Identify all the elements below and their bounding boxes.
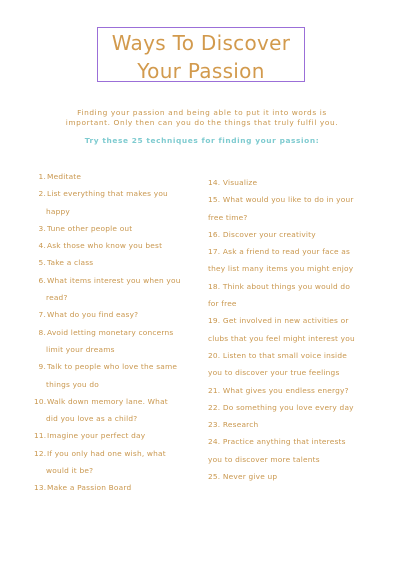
list-item: they list many items you might enjoy — [208, 264, 354, 274]
list-item: free time? — [208, 212, 248, 222]
list-item-number: 1. — [38, 172, 46, 181]
list-item: 21. What gives you endless energy? — [208, 385, 349, 395]
list-item — [34, 427, 198, 444]
list-item — [34, 445, 198, 462]
list-item-number: 2. — [38, 189, 46, 199]
list-item-text: Avoid letting monetary concerns — [47, 327, 174, 337]
list-item-text: If you only had one wish, what — [47, 448, 166, 458]
list-item-number: 7. — [38, 310, 46, 320]
list-item: 17. Ask a friend to read your face as — [208, 247, 351, 257]
list-item — [34, 462, 198, 479]
list-item — [34, 254, 198, 271]
list-item-text: Ask those who know you best — [47, 241, 163, 251]
list-item-text: would it be? — [46, 466, 94, 476]
list-item: you to discover more talents — [208, 454, 320, 464]
list-item-text: Walk down memory lane. What — [47, 396, 168, 406]
list-item — [34, 289, 198, 306]
list-item: 25. Never give up — [208, 472, 278, 482]
list-item — [34, 358, 198, 375]
list-item — [34, 376, 198, 393]
list-item-text: Tune other people out — [47, 223, 133, 233]
list-item — [34, 272, 198, 289]
list-item-number: 8. — [38, 327, 46, 337]
list-item-number: 9. — [38, 362, 46, 372]
list-item — [34, 185, 198, 202]
list-item-text: What do you find easy? — [47, 310, 139, 320]
list-item: 24. Practice anything that interests — [208, 437, 346, 447]
intro-text — [40, 108, 364, 128]
list-item-number: 5. — [38, 258, 46, 268]
list-item-number: 12. — [34, 448, 47, 458]
list-item: 23. Research — [208, 420, 259, 430]
list-item: 20. Listen to that small voice inside — [208, 350, 347, 360]
list-item — [34, 479, 198, 496]
list-item-number: 4. — [38, 241, 46, 251]
list-item-number: 6. — [38, 275, 46, 285]
list-item-text: Take a class — [47, 258, 94, 268]
list-item: 18. Think about things you would do — [208, 281, 351, 291]
list-item — [34, 306, 198, 323]
list-item-text: Imagine your perfect day — [47, 431, 146, 441]
list-item-number: 3. — [38, 223, 46, 233]
list-item-number: 10. — [34, 396, 47, 406]
list-item-text: Meditate — [47, 172, 82, 181]
list-item: 15. What would you like to do in your — [208, 195, 354, 205]
intro-line-2: important. Only then can you do the things that truly fulfil you. — [65, 118, 339, 127]
page-title-line-2: Your Passion — [137, 59, 265, 83]
page-title-line-1: Ways To Discover — [111, 31, 291, 55]
list-item — [34, 220, 198, 237]
intro-line-1: Finding your passion and being able to put it into words is — [77, 108, 327, 117]
tagline: Try these 25 techniques for finding your passion: — [84, 136, 320, 145]
list-item: clubs that you feel might interest you — [208, 333, 355, 343]
list-item: you to discover your true feelings — [208, 368, 340, 378]
list-item-number: 11. — [34, 431, 47, 441]
list-item-text: happy — [46, 206, 70, 216]
list-item: 16. Discover your creativity — [208, 229, 316, 239]
list-item — [34, 410, 198, 427]
list-item: 19. Get involved in new activities or — [208, 316, 349, 326]
list-item: for free — [208, 299, 237, 309]
techniques-list-left — [34, 168, 198, 497]
list-item — [34, 341, 198, 358]
title-box — [97, 27, 305, 82]
list-item-text: limit your dreams — [46, 344, 115, 354]
list-item — [34, 168, 198, 185]
list-item: 22. Do something you love every day — [208, 402, 354, 412]
list-item — [34, 203, 198, 220]
list-item-text: read? — [46, 293, 68, 303]
list-item-text: things you do — [46, 379, 99, 389]
list-item-text: Make a Passion Board — [47, 483, 132, 493]
list-item-text: Talk to people who love the same — [47, 362, 178, 372]
list-item — [34, 237, 198, 254]
list-item-text: List everything that makes you — [47, 189, 168, 199]
list-item-text: did you love as a child? — [46, 414, 138, 424]
techniques-list-right — [208, 174, 380, 485]
list-item — [34, 393, 198, 410]
list-item-number: 13. — [34, 483, 47, 493]
list-item-text: What items interest you when you — [47, 275, 181, 285]
list-item — [34, 324, 198, 341]
list-item: 14. Visualize — [208, 178, 258, 187]
